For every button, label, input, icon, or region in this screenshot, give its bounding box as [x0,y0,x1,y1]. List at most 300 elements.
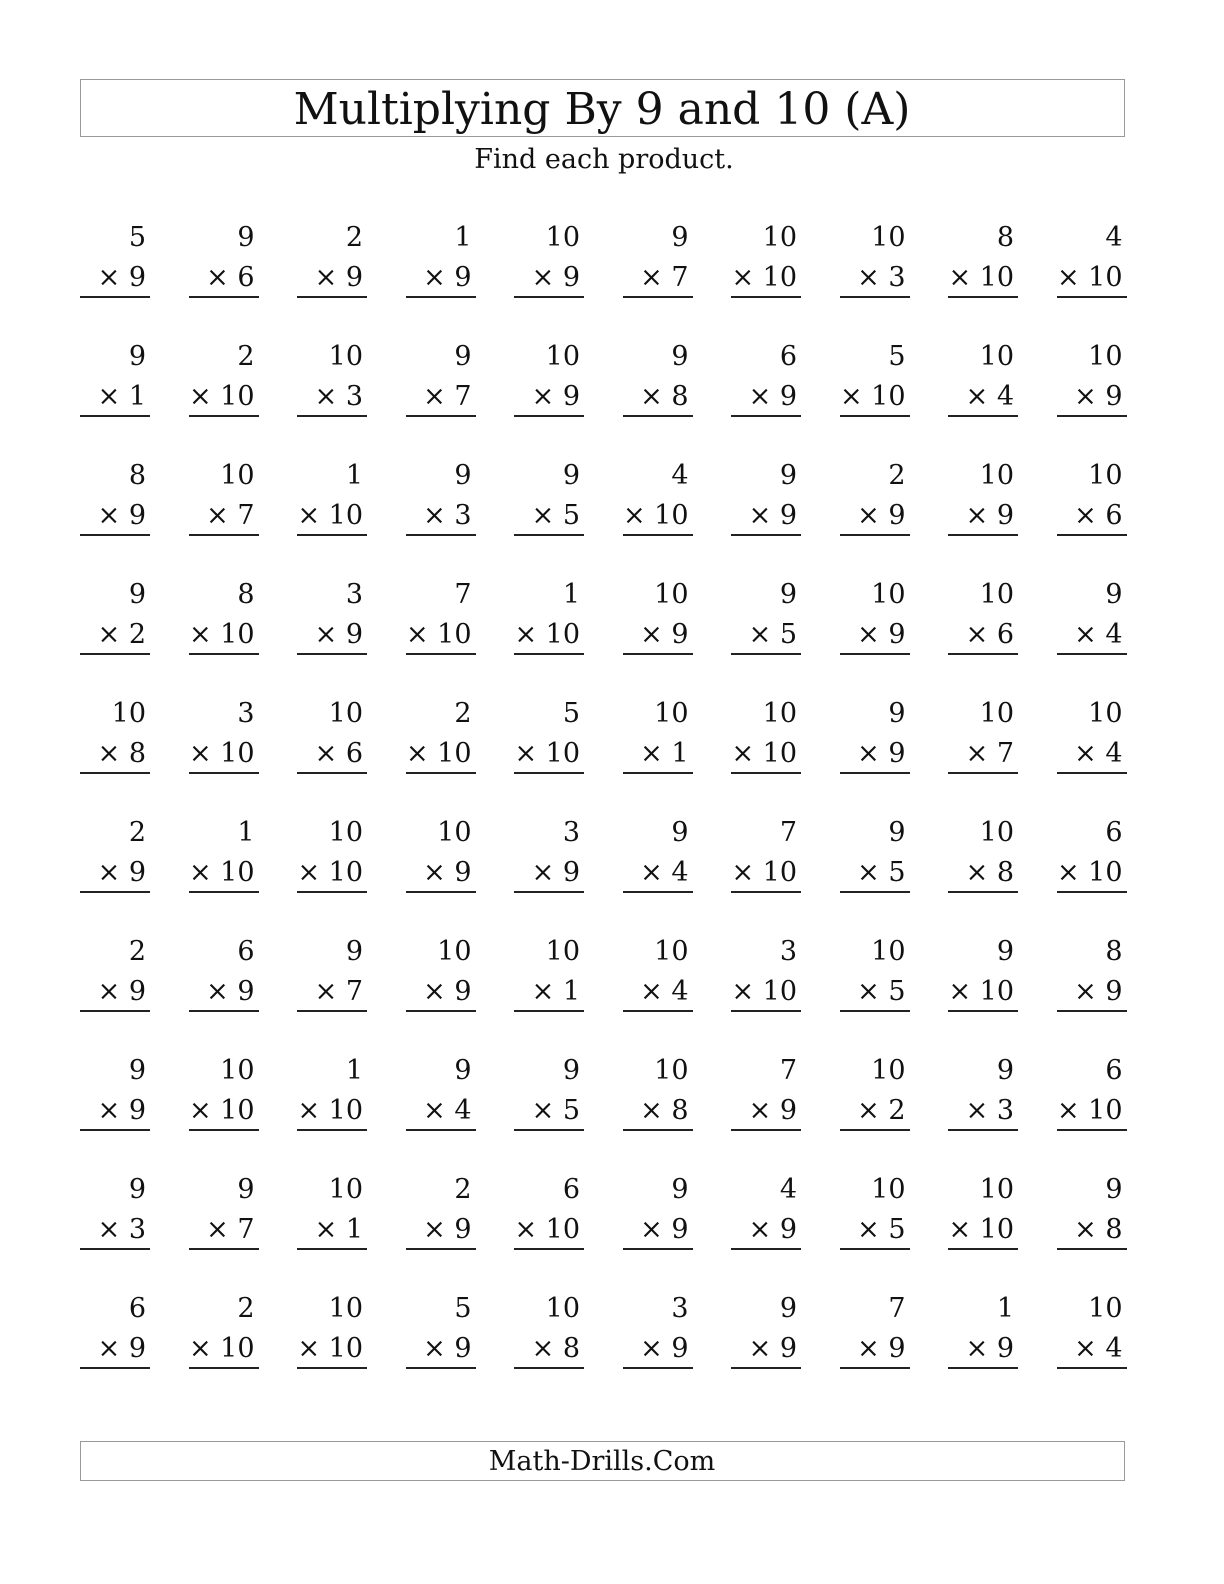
multiplicand: 10 [545,222,580,253]
multiplicand: 10 [328,1293,363,1324]
answer-line [840,772,910,774]
answer-line [948,534,1018,536]
multiplicand: 1 [237,817,255,848]
problem-item [297,816,367,935]
multiplier: × 9 [748,1333,797,1364]
problem-item [297,697,367,816]
problem-item [840,935,910,1054]
answer-line [840,1367,910,1369]
problem-item [1057,340,1127,459]
multiplicand: 6 [1105,1055,1123,1086]
multiplicand: 10 [1088,341,1123,372]
multiplier: × 9 [1074,976,1123,1007]
answer-line [80,1367,150,1369]
problem-item [1057,1173,1127,1292]
multiplier: × 9 [423,1333,472,1364]
problem-item [948,697,1018,816]
problem-item [406,816,476,935]
problem-item [189,1292,259,1411]
multiplier: × 9 [965,500,1014,531]
multiplier: × 10 [188,619,255,650]
multiplier: × 10 [514,619,580,650]
multiplier: × 9 [640,1333,689,1364]
multiplicand: 2 [345,222,363,253]
problem-grid [80,221,1127,1411]
problem-item [948,1054,1018,1173]
multiplier: × 3 [97,1214,146,1245]
problem-item [297,1054,367,1173]
problem-item [514,935,584,1054]
multiplicand: 10 [871,1055,906,1086]
problem-item [948,578,1018,697]
multiplier: × 6 [314,738,363,769]
answer-line [189,415,259,417]
problem-item [189,578,259,697]
multiplier: × 9 [857,619,906,650]
multiplier: × 5 [748,619,797,650]
answer-line [514,891,584,893]
multiplier: × 8 [965,857,1014,888]
problem-item [948,1292,1018,1411]
problem-item [840,459,910,578]
multiplier: × 3 [965,1095,1014,1126]
multiplicand: 10 [654,1055,689,1086]
problem-item [623,340,693,459]
answer-line [297,1248,367,1250]
multiplicand: 10 [871,222,906,253]
answer-line [189,1010,259,1012]
problem-item [623,935,693,1054]
multiplier: × 10 [297,500,363,531]
multiplicand: 2 [128,817,146,848]
problem-item [840,1054,910,1173]
problem-item [80,1054,150,1173]
problem-item [731,459,801,578]
multiplicand: 1 [562,579,580,610]
multiplier: × 10 [188,738,255,769]
multiplicand: 8 [1105,936,1123,967]
multiplicand: 6 [1105,817,1123,848]
multiplier: × 10 [948,1214,1014,1245]
multiplicand: 10 [871,1174,906,1205]
problem-item [623,1292,693,1411]
multiplier: × 7 [423,381,472,412]
answer-line [623,1248,693,1250]
answer-line [406,653,476,655]
problem-item [623,1173,693,1292]
multiplicand: 9 [128,1174,146,1205]
problem-item [731,1173,801,1292]
multiplier: × 7 [314,976,363,1007]
multiplicand: 9 [454,341,472,372]
problem-item [189,1054,259,1173]
multiplicand: 10 [328,817,363,848]
answer-line [297,1010,367,1012]
answer-line [623,891,693,893]
multiplier: × 7 [640,262,689,293]
answer-line [840,1248,910,1250]
multiplicand: 9 [888,698,906,729]
problem-item [514,221,584,340]
problem-item [80,816,150,935]
answer-line [297,296,367,298]
answer-line [514,772,584,774]
problem-item [514,459,584,578]
multiplier: × 4 [640,976,689,1007]
multiplicand: 10 [1088,460,1123,491]
multiplier: × 4 [423,1095,472,1126]
problem-item [840,816,910,935]
multiplier: × 3 [314,381,363,412]
problem-item [623,459,693,578]
answer-line [731,891,801,893]
answer-line [623,534,693,536]
problem-item [948,221,1018,340]
answer-line [623,1010,693,1012]
multiplier: × 7 [965,738,1014,769]
multiplier: × 5 [857,976,906,1007]
problem-item [514,1054,584,1173]
answer-line [1057,891,1127,893]
multiplicand: 10 [979,579,1014,610]
problem-item [80,697,150,816]
multiplier: × 5 [857,1214,906,1245]
multiplier: × 9 [748,500,797,531]
multiplicand: 9 [237,222,255,253]
answer-line [514,1248,584,1250]
multiplicand: 10 [979,817,1014,848]
answer-line [514,415,584,417]
answer-line [1057,534,1127,536]
answer-line [406,772,476,774]
problem-item [297,935,367,1054]
multiplicand: 10 [871,579,906,610]
answer-line [1057,653,1127,655]
multiplier: × 9 [97,1095,146,1126]
multiplicand: 9 [128,579,146,610]
multiplicand: 9 [562,460,580,491]
multiplicand: 5 [562,698,580,729]
multiplicand: 10 [762,222,797,253]
multiplier: × 1 [640,738,689,769]
answer-line [406,1248,476,1250]
answer-line [840,534,910,536]
answer-line [623,296,693,298]
multiplicand: 10 [762,698,797,729]
multiplier: × 4 [965,381,1014,412]
multiplier: × 9 [748,1095,797,1126]
problem-item [80,578,150,697]
answer-line [80,415,150,417]
problem-item [514,1292,584,1411]
answer-line [514,296,584,298]
answer-line [948,1248,1018,1250]
problem-item [189,1173,259,1292]
multiplicand: 9 [779,460,797,491]
answer-line [731,653,801,655]
multiplier: × 5 [531,1095,580,1126]
answer-line [731,1367,801,1369]
problem-item [80,459,150,578]
problem-item [406,1173,476,1292]
answer-line [514,1129,584,1131]
multiplicand: 2 [454,1174,472,1205]
answer-line [297,772,367,774]
multiplier: × 10 [622,500,689,531]
answer-line [948,1010,1018,1012]
multiplicand: 10 [654,698,689,729]
multiplier: × 9 [97,262,146,293]
multiplicand: 10 [979,1174,1014,1205]
answer-line [840,891,910,893]
problem-item [80,340,150,459]
multiplicand: 3 [671,1293,689,1324]
problem-item [948,1173,1018,1292]
multiplier: × 9 [857,738,906,769]
answer-line [731,296,801,298]
multiplicand: 7 [888,1293,906,1324]
multiplicand: 2 [237,1293,255,1324]
answer-line [80,1248,150,1250]
multiplier: × 9 [314,262,363,293]
multiplier: × 8 [640,381,689,412]
multiplicand: 9 [454,1055,472,1086]
problem-item [406,1292,476,1411]
multiplier: × 9 [965,1333,1014,1364]
multiplicand: 9 [671,222,689,253]
answer-line [406,296,476,298]
multiplier: × 6 [965,619,1014,650]
multiplier: × 10 [297,857,363,888]
multiplicand: 9 [888,817,906,848]
multiplicand: 6 [128,1293,146,1324]
multiplier: × 9 [531,262,580,293]
multiplicand: 5 [454,1293,472,1324]
multiplier: × 9 [531,857,580,888]
multiplier: × 9 [640,1214,689,1245]
multiplier: × 10 [1056,857,1123,888]
problem-item [731,816,801,935]
problem-item [1057,697,1127,816]
answer-line [1057,1367,1127,1369]
answer-line [406,1010,476,1012]
multiplicand: 5 [888,341,906,372]
multiplier: × 10 [514,1214,580,1245]
answer-line [623,415,693,417]
answer-line [406,534,476,536]
multiplicand: 10 [979,698,1014,729]
problem-item [731,935,801,1054]
problem-item [731,1054,801,1173]
multiplier: × 9 [423,976,472,1007]
problem-item [840,1292,910,1411]
problem-item [1057,459,1127,578]
multiplicand: 2 [454,698,472,729]
answer-line [731,1248,801,1250]
answer-line [189,296,259,298]
instructions: Find each product. [474,144,734,175]
multiplier: × 9 [97,976,146,1007]
problem-item [297,1292,367,1411]
answer-line [623,772,693,774]
multiplicand: 10 [654,936,689,967]
multiplicand: 3 [345,579,363,610]
problem-item [406,221,476,340]
multiplicand: 10 [1088,698,1123,729]
multiplicand: 8 [237,579,255,610]
problem-item [948,816,1018,935]
multiplier: × 9 [97,1333,146,1364]
page-title: Multiplying By 9 and 10 (A) [293,84,911,135]
multiplier: × 3 [423,500,472,531]
multiplicand: 10 [545,1293,580,1324]
problem-item [731,697,801,816]
multiplier: × 10 [405,619,472,650]
multiplier: × 9 [423,1214,472,1245]
multiplier: × 2 [97,619,146,650]
multiplier: × 8 [97,738,146,769]
multiplier: × 10 [405,738,472,769]
multiplicand: 8 [996,222,1014,253]
multiplicand: 9 [996,936,1014,967]
multiplicand: 7 [779,1055,797,1086]
answer-line [1057,296,1127,298]
multiplicand: 10 [654,579,689,610]
answer-line [297,534,367,536]
multiplicand: 9 [671,817,689,848]
multiplicand: 2 [237,341,255,372]
answer-line [189,1129,259,1131]
problem-item [80,221,150,340]
multiplicand: 9 [345,936,363,967]
multiplier: × 10 [188,1095,255,1126]
multiplicand: 10 [111,698,146,729]
multiplicand: 9 [671,341,689,372]
multiplicand: 9 [996,1055,1014,1086]
answer-line [514,534,584,536]
multiplier: × 5 [531,500,580,531]
multiplier: × 9 [97,857,146,888]
answer-line [840,653,910,655]
answer-line [406,1367,476,1369]
multiplicand: 8 [128,460,146,491]
answer-line [731,1010,801,1012]
answer-line [948,1367,1018,1369]
answer-line [948,653,1018,655]
multiplicand: 9 [779,1293,797,1324]
multiplier: × 4 [1074,619,1123,650]
multiplicand: 5 [128,222,146,253]
multiplier: × 3 [857,262,906,293]
multiplicand: 3 [562,817,580,848]
multiplicand: 1 [345,1055,363,1086]
problem-item [1057,1054,1127,1173]
problem-item [1057,578,1127,697]
problem-item [80,935,150,1054]
multiplier: × 10 [297,1333,363,1364]
problem-item [731,340,801,459]
answer-line [189,891,259,893]
problem-item [406,935,476,1054]
answer-line [189,653,259,655]
multiplicand: 9 [1105,579,1123,610]
answer-line [948,1129,1018,1131]
problem-item [297,578,367,697]
problem-item [406,1054,476,1173]
problem-item [623,697,693,816]
answer-line [80,653,150,655]
problem-item [297,340,367,459]
multiplier: × 10 [1056,1095,1123,1126]
multiplicand: 9 [671,1174,689,1205]
multiplier: × 9 [748,1214,797,1245]
answer-line [80,1010,150,1012]
problem-item [406,697,476,816]
multiplicand: 2 [128,936,146,967]
multiplier: × 6 [1074,500,1123,531]
multiplier: × 10 [731,976,797,1007]
answer-line [80,1129,150,1131]
multiplier: × 9 [97,500,146,531]
answer-line [948,415,1018,417]
multiplicand: 6 [562,1174,580,1205]
multiplier: × 8 [1074,1214,1123,1245]
problem-item [1057,1292,1127,1411]
answer-line [406,415,476,417]
multiplicand: 9 [562,1055,580,1086]
problem-item [514,340,584,459]
multiplier: × 10 [731,262,797,293]
multiplicand: 4 [671,460,689,491]
multiplier: × 4 [1074,1333,1123,1364]
answer-line [80,772,150,774]
multiplier: × 6 [206,262,255,293]
problem-item [189,935,259,1054]
answer-line [514,1010,584,1012]
problem-item [731,1292,801,1411]
multiplier: × 9 [1074,381,1123,412]
answer-line [1057,1129,1127,1131]
answer-line [731,415,801,417]
answer-line [189,772,259,774]
multiplier: × 9 [206,976,255,1007]
multiplier: × 9 [748,381,797,412]
answer-line [80,534,150,536]
problem-item [189,697,259,816]
problem-item [623,816,693,935]
multiplicand: 10 [437,817,472,848]
problem-item [80,1173,150,1292]
answer-line [80,296,150,298]
multiplicand: 1 [345,460,363,491]
multiplicand: 10 [545,341,580,372]
problem-item [297,221,367,340]
footer-text: Math-Drills.Com [488,1446,716,1477]
multiplier: × 5 [857,857,906,888]
multiplier: × 7 [206,500,255,531]
answer-line [1057,415,1127,417]
multiplier: × 9 [857,1333,906,1364]
answer-line [80,891,150,893]
answer-line [406,1129,476,1131]
multiplicand: 10 [979,460,1014,491]
answer-line [297,653,367,655]
multiplier: × 9 [640,619,689,650]
problem-item [840,340,910,459]
answer-line [948,891,1018,893]
problem-item [406,578,476,697]
answer-line [948,296,1018,298]
